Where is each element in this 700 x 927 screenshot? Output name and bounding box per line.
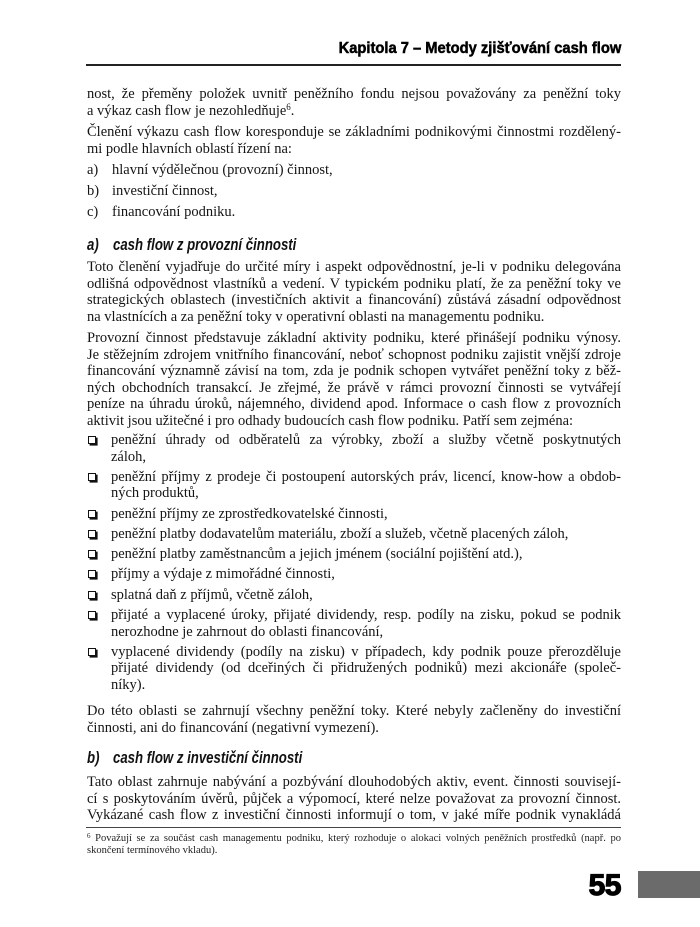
area-label: c) xyxy=(87,204,99,220)
text-line: činnosti, ani do financování (negativní vymezení). xyxy=(87,719,379,736)
section-heading-operating xyxy=(87,235,296,255)
text-line: přijaté dividendy (od dceřiných či přidružených podniků) mezi akcionáře (společ- xyxy=(111,660,621,677)
footnote-rule xyxy=(86,827,621,828)
area-list-item xyxy=(87,183,621,200)
text-line: příjmy a výdaje z mimořádné činnosti, xyxy=(111,566,335,583)
section-heading-investing xyxy=(87,748,302,768)
text-line: Tato oblast zahrnuje nabývání a pozbývání dlouhodobých aktiv, event. činnosti souvisejí- xyxy=(87,774,621,790)
text-line: financování významně závisí na tom, zda je podnik schopen vytvářet peněžní toky z běž- xyxy=(87,363,621,379)
list-item xyxy=(87,607,621,640)
area-list-item xyxy=(87,204,621,221)
footnote-line: skončení termínového vkladu). xyxy=(87,845,218,856)
text-line: peněžní platby zaměstnancům a jejich jménem (sociální pojištění atd.), xyxy=(111,546,523,563)
shadowed-square-bullet-icon xyxy=(88,570,96,578)
page-number: 55 xyxy=(588,869,621,902)
paragraph-investing-1 xyxy=(87,774,621,824)
list-item xyxy=(87,506,621,523)
text-line: nerozhodne je zahrnout do oblasti financování, xyxy=(111,623,384,640)
text-line: Provozní činnost představuje základní aktivity podniku, které přinášejí podniku výnosy. xyxy=(87,330,621,346)
list-item xyxy=(87,526,621,543)
text-line: Toto členění vyjadřuje do určité míry i aspekt odpovědnostní, je-li v podniku delegována xyxy=(87,259,621,275)
shadowed-square-bullet-icon xyxy=(88,550,96,558)
text-line-tail: . xyxy=(290,102,295,119)
paragraph-intro-1 xyxy=(87,86,621,119)
text-line: ných produktů, xyxy=(111,485,199,502)
footnote-line-content: Považují se za součást cash managementu podniku, který rozhoduje o alokaci volných peněžních prostředků (např. po xyxy=(95,833,621,844)
text-line: Členění výkazu cash flow koresponduje se základními podnikovými činnostmi rozdělený- xyxy=(87,124,621,140)
text-line: nost, že přeměny položek uvnitř peněžního fondu nejsou považovány za peněžní toky xyxy=(87,86,621,102)
text-line: aktivit jsou užitečné i pro odhady budoucích cash flow podniku. Patří sem zejména: xyxy=(87,412,574,429)
operating-items-list xyxy=(87,432,621,697)
text-line: mi podle hlavních oblastí řízení na: xyxy=(87,140,292,157)
paragraph-intro-2 xyxy=(87,124,621,157)
area-text: investiční činnost, xyxy=(112,183,218,199)
text-line: vyplacené dividendy (podíly na zisku) v případech, kdy podnik pouze přerozděluje xyxy=(111,643,621,660)
footnote-number: 6 xyxy=(87,832,91,840)
shadowed-square-bullet-icon xyxy=(88,473,96,481)
text-line: Do této oblasti se zahrnují všechny peněžní toky. Které nebyly začleněny do investiční xyxy=(87,703,621,719)
section-heading-label: b) xyxy=(87,749,100,767)
text-line: peněžní příjmy ze zprostředkovatelské činnosti, xyxy=(111,505,388,522)
text-line: peněžní platby dodavatelům materiálu, zboží a služeb, včetně placených záloh, xyxy=(111,525,569,542)
text-line: peníze na úhradu úroků, nájemného, dividend apod. Informace o cash flow z provozních xyxy=(87,396,621,412)
area-text: hlavní výdělečnou (provozní) činnost, xyxy=(112,162,333,178)
shadowed-square-bullet-icon xyxy=(88,510,96,518)
text-line: přijaté a vyplacené úroky, přijaté dividendy, resp. podíly na zisku, pokud se podnik xyxy=(111,607,621,624)
area-text: financování podniku. xyxy=(112,204,236,220)
text-line: peněžní příjmy z prodeje či postoupení autorských práv, licencí, know-how a obdob- xyxy=(111,468,621,485)
running-head: Kapitola 7 – Metody zjišťování cash flow xyxy=(338,40,621,57)
text-line: peněžní úhrady od odběratelů za výrobky, zboží a služby včetně poskytnutých xyxy=(111,432,621,448)
area-label: b) xyxy=(87,183,100,199)
section-heading-title: cash flow z provozní činnosti xyxy=(113,236,297,254)
text-line: na vlastnících a za peněžní toky v operativní oblasti na managementu podniku. xyxy=(87,308,545,325)
text-line-content: a výkaz cash flow je nezohledňuje xyxy=(87,102,287,119)
shadowed-square-bullet-icon xyxy=(88,530,96,538)
paragraph-operating-2 xyxy=(87,330,621,429)
text-line xyxy=(87,103,621,120)
list-item xyxy=(87,644,621,694)
text-line: záloh, xyxy=(111,448,147,465)
area-label: a) xyxy=(87,162,99,178)
text-line: odlišná odpovědnost vlastníků a vedení. V typickém podniku platí, že za peněžní toky ve xyxy=(87,275,621,292)
footnote-reference: 6 xyxy=(286,101,291,112)
paragraph-operating-3 xyxy=(87,703,621,736)
page-edge-tab xyxy=(638,871,700,898)
text-line: cí s poskytováním úvěrů, půjček a výpomocí, které nelze považovat za provozní činnost. xyxy=(87,790,621,807)
footnote xyxy=(87,833,621,857)
text-line: níky). xyxy=(111,676,146,693)
list-item xyxy=(87,432,621,465)
area-list-item xyxy=(87,162,621,179)
text-line: splatná daň z příjmů, včetně záloh, xyxy=(111,586,313,603)
footnote-line xyxy=(87,833,621,845)
shadowed-square-bullet-icon xyxy=(88,648,96,656)
list-item xyxy=(87,469,621,502)
list-item xyxy=(87,546,621,563)
paragraph-operating-1 xyxy=(87,259,621,325)
text-line: Je stěžejním zdrojem vnitřního financování, neboť schopnost podniku zajistit vnější zdroje xyxy=(87,346,621,363)
shadowed-square-bullet-icon xyxy=(88,611,96,619)
list-item xyxy=(87,587,621,604)
shadowed-square-bullet-icon xyxy=(88,591,96,599)
header-rule xyxy=(86,64,621,66)
list-item xyxy=(87,566,621,583)
shadowed-square-bullet-icon xyxy=(88,436,96,444)
text-line: ných obchodních transakcí. Je zřejmé, že právě v rámci provozní činnosti se vytvářejí xyxy=(87,379,621,396)
section-heading-title: cash flow z investiční činnosti xyxy=(113,749,303,767)
text-line: strategických oblastech (investičních aktivit a financování) zůstává zásadní odpovědnost xyxy=(87,292,621,308)
section-heading-label: a) xyxy=(87,236,99,254)
text-line: Vykázané cash flow z investiční činnosti informují o tom, v jaké míře podnik vynakládá xyxy=(87,807,621,823)
